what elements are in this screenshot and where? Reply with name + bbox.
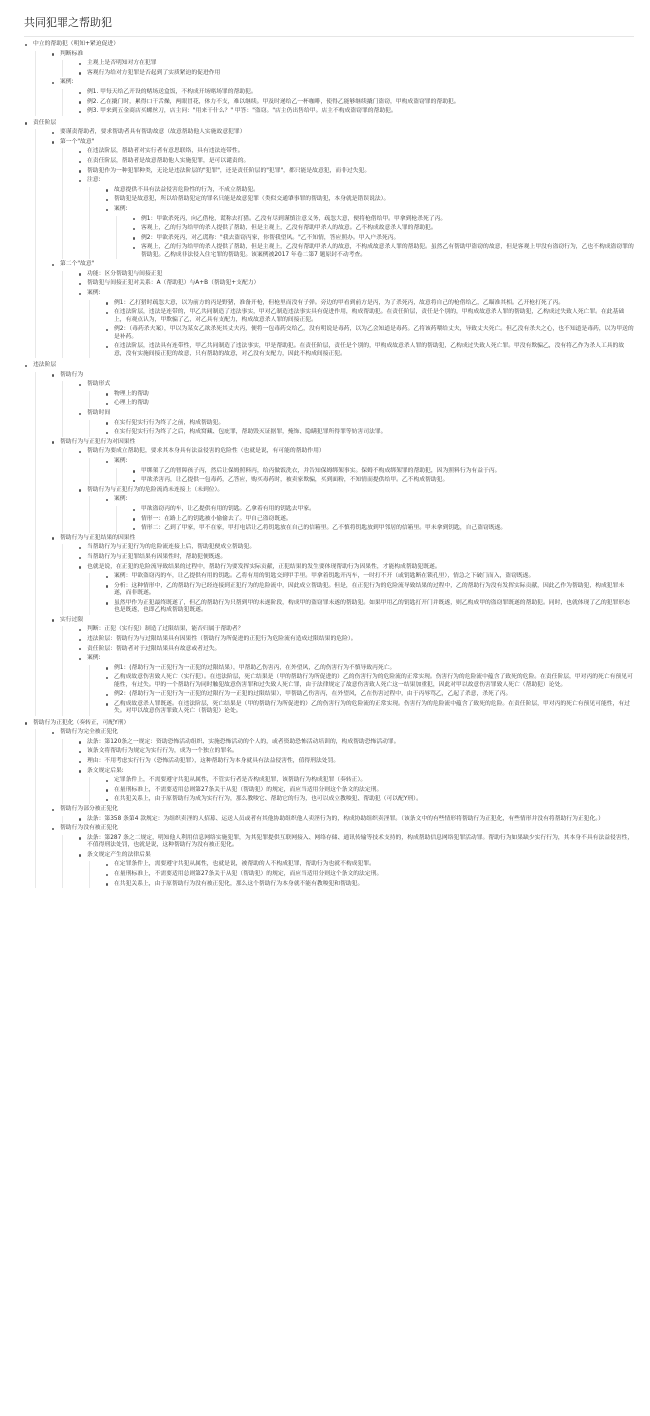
outline-item-text: 在共犯关系上，由于原帮助行为成为实行行为，那么教唆它、帮助它的行为，也可以成立教唆犯、帮助犯（可以配Y刑）。	[114, 796, 422, 803]
outline-item	[105, 309, 634, 324]
outline-item	[105, 871, 634, 878]
outline-item-text: 客观上，乙的行为给甲的杀人提供了帮助，但是主观上，乙没有帮助甲杀人的故意，不构成故意杀人罪的帮助犯。虽然乙有帮助甲盗窃的故意，但是客观上甲没有盗窃行为，乙也不构成盗窃罪的帮助犯。乙构成非法侵入住宅罪的帮助犯。该案例被2017 年卷二第7 题原封不动考查。	[141, 244, 634, 258]
outline-item	[105, 187, 634, 194]
outline-item-text: 也就是说，在正犯的危险流导致结果的过程中，帮助行为要发挥实际贡献，正犯结果的发生要体现帮助行为因果性，才能构成帮助犯既遂。	[87, 563, 441, 570]
outline-item-text: 在共犯关系上，由于原帮助行为没有被正犯化，那么这个帮助行为本身就不能有教唆犯和帮助犯。	[114, 880, 364, 887]
outline-item-text: 帮助犯是故意犯，所以给帮助犯定的罪名只能是故意犯罪（类似交通肇事罪的帮助犯，本身就是错误说法）。	[114, 196, 390, 203]
outline-item-text: 在违法阶层，违法具有连带性，甲乙共同制造了违法事实，甲是帮助犯。在责任阶层，责任是个别的，甲构成故意杀人罪的帮助犯，乙构成过失致人死亡罪。甲没有欺骗乙，没有将乙作为杀人工具的故意，没有实施间接正犯的故意，只有帮助的故意，对乙没有支配力，因此不构成间接正犯。	[114, 343, 625, 357]
outline-item	[105, 665, 634, 672]
outline-children	[62, 544, 634, 614]
outline-children	[89, 777, 634, 804]
outline-children	[62, 835, 634, 888]
outline-item-text: 例2. 乙在撬门时，累得口干舌燥，两眼冒花，体力不支，难以继续。甲及时递给乙一杯咖啡，使得乙能够继续撬门盗窃，甲构成盗窃罪的帮助犯。	[87, 98, 460, 105]
outline-item	[78, 655, 634, 716]
outline-item-text: 帮助行为与正犯结果的因果性	[60, 534, 136, 541]
outline-item-text: 在量刑标准上，不需要适用总则第27条关于从犯（帮助犯）的规定，而应当适用分则这个条文的法定刑。	[114, 871, 383, 877]
outline-children	[62, 271, 634, 358]
outline-children	[35, 51, 634, 116]
outline-item	[132, 235, 634, 242]
outline-item	[78, 70, 634, 77]
outline-children	[116, 216, 634, 260]
outline-item	[78, 758, 634, 765]
outline-item	[78, 646, 634, 653]
outline-item	[78, 410, 634, 437]
outline-item	[105, 300, 634, 307]
outline-item-text: 该条文将帮助行为规定为实行行为，成为一个独立的罪名。	[87, 748, 238, 755]
outline-item-text: 当帮助行为与正犯罪结果有因果性时，帮助犯便既遂。	[87, 553, 227, 560]
outline-item	[132, 516, 634, 523]
outline-item-text: 责任阶层：帮助者对于过限结果具有故意或者过失。	[87, 645, 221, 652]
outline-item-text: 第二个"故意"	[60, 261, 95, 268]
outline-item	[78, 381, 634, 408]
outline-item-text: 帮助行为与正犯行为对因果性	[60, 438, 136, 445]
outline-item-text: 实行过限	[60, 616, 84, 623]
outline-item	[105, 400, 634, 407]
outline-item-text: 违法阶层	[33, 362, 57, 369]
outline-item-text: 虽然甲作为正犯最终既遂了，但乙的帮助行为只帮到甲的未遂阶段，构成甲的盗窃罪未遂的帮助犯。如果甲用乙的钥匙打开门并既遂，则乙构成甲的盗窃罪既遂的帮助犯。同时，也就体现了乙的犯罪形态也是既遂，也即乙构成帮助犯既遂。	[114, 599, 630, 614]
outline-children	[35, 129, 634, 358]
outline-item	[78, 816, 634, 823]
outline-item-text: 法条：第287 条之二规定，明知他人利用信息网络实施犯罪，为其犯罪提供互联网接入、网络存储、通讯传输等技术支持的，构成帮助信息网络犯罪活动罪。帮助行为如果缺少实行行为，其本身不具有法益侵害性，不值得刑法处罚，也就是说，这种帮助行为没有被正犯化。	[87, 834, 634, 849]
outline-item	[51, 729, 634, 804]
outline-item	[105, 691, 634, 698]
outline-item-text: 物理上的帮助	[114, 390, 149, 397]
outline-item-text: 故意提供不具有法益侵害危险性的行为，不成立帮助犯。	[114, 186, 259, 193]
outline-item-text: 帮助行为正犯化（奏转正，可配Y刑）	[33, 719, 130, 726]
outline-children	[89, 665, 634, 716]
outline-item-text: 帮助行为部分被正犯化	[60, 806, 118, 813]
outline-item-text: 帮助形式	[87, 381, 111, 388]
outline-item-text: 中立的帮助犯（明知+紧迫促进）	[33, 41, 120, 47]
outline-item	[132, 225, 634, 232]
outline-item	[105, 196, 634, 203]
outline-item	[24, 362, 634, 716]
outline-item	[105, 343, 634, 358]
outline-item-text: 甲欲盗窃丙的车，让乙提供有用的钥匙。乙拿着有用的钥匙去甲家。	[141, 505, 315, 512]
outline-children	[89, 420, 634, 437]
outline-children	[116, 468, 634, 485]
outline-children	[62, 626, 634, 715]
outline-item	[105, 206, 634, 259]
outline-item	[78, 768, 634, 804]
outline-item	[105, 674, 634, 689]
outline-children	[62, 60, 634, 77]
outline-item-text: 在实行犯实行行为终了之前，构成帮助犯。	[114, 419, 225, 426]
outline-item	[132, 506, 634, 513]
outline-item-text: 理由：不用考虑实行行为（恐怖活动犯罪），这种帮助行为本身就具有法益侵害性，值得刑法处罚。	[87, 758, 340, 765]
outline-tree	[24, 41, 634, 888]
outline-item-text: 要谨责帮助者，要求帮助者具有帮助故意（故意帮助他人实施故意犯罪）	[60, 129, 246, 136]
outline-item-text: 违法阶层：帮助行为与过限结果具有因果性（帮助行为所促进的正犯行为危险流有造成过限结果的危险）。	[87, 635, 357, 642]
outline-item	[105, 881, 634, 888]
outline-item-text: 第一个"故意"	[60, 138, 95, 145]
outline-item-text: 例2：(帮助行为一正犯行为一正犯的过限行为一正犯的过限结果），甲帮助乙伤害丙，在外望风，乙在伤害过程中，由于丙辱骂乙，乙起了杀意，杀死了丙。	[114, 691, 512, 698]
outline-item-text: 例3. 甲来到五金商店买螺丝刀，店主问："用来干什么？" 甲答："盗窃。"店主仍出售给甲。店主不构成盗窃罪的帮助犯。	[87, 108, 397, 115]
outline-children	[62, 739, 634, 804]
outline-item	[78, 626, 634, 633]
outline-item	[105, 796, 634, 803]
outline-item	[78, 290, 634, 358]
outline-children	[62, 89, 634, 116]
outline-item-text: 乙构成故意伤害致人死亡（实行犯）。在违法阶层，死亡结果是（甲的帮助行为所促进的）乙的伤害行为的危险流的正常实现。伤害行为的危险流中蕴含了致死的危险。在责任阶层，甲对丙的死亡有预见可能性，有过失。甲的一个帮助行为同时触犯故意伤害罪和过失致人死亡罪，由于法律规定了故意伤害致人死亡这一结果加重犯，因此对甲以故意伤害罪致人死亡（帮助犯）论处。	[114, 674, 633, 688]
outline-item	[51, 535, 634, 615]
outline-item	[105, 429, 634, 436]
outline-item-text: 例2：甲欲杀死丙，对乙谎称："我去盗窃丙家，你帮我望风。"乙不知情，答应照办。甲入户杀死丙。	[141, 234, 400, 241]
outline-item-text: 乙构成故意杀人罪既遂。在违法阶层，死亡结果是（甲的帮助行为所促进的）乙的伤害行为的危险流的正常实现。伤害行为的危险流中蕴含了致死的危险。在责任阶层，甲对丙的死亡有预见可能性，有过失。对甲以故意伤害罪致人死亡（帮助犯）论处。	[114, 700, 630, 715]
outline-children	[35, 372, 634, 716]
outline-item-text: 条文规定后果:	[87, 767, 124, 774]
outline-item-text: 定罪条件上，不需要遵守共犯从属性，不管实行者是否构成犯罪，该帮助行为构成犯罪（奏转正）。	[114, 777, 367, 784]
page-title: 共同犯罪之帮助犯	[24, 10, 634, 37]
outline-item-text: 案例:	[87, 655, 101, 662]
outline-children	[62, 381, 634, 436]
outline-item-text: 在实行犯实行行为终了之后，构成窝藏、包庇罪，帮助毁灭证据罪，掩饰、隐瞒犯罪所得罪等妨害司法罪。	[114, 429, 387, 436]
outline-item-text: 心理上的帮助	[114, 400, 149, 407]
outline-item	[78, 852, 634, 888]
outline-item	[78, 448, 634, 484]
outline-item	[105, 458, 634, 485]
outline-item	[51, 617, 634, 716]
outline-item-text: 甲绑架了乙的智障孩子丙，然后让保姆照料丙，给丙做饭洗衣，并告知保姆绑架事实。保姆不构成绑架罪的帮助犯，因为照料行为有益于丙。	[141, 467, 501, 474]
outline-item-text: 当帮助行为与正犯行为的危险流连接上后，帮助犯便成立帮助犯。	[87, 544, 256, 551]
outline-children	[89, 496, 634, 532]
outline-item-text: 情形一：在路上乙的钥匙被小偷偷去了。甲自己盗窃既遂。	[141, 515, 292, 522]
outline-item	[24, 120, 634, 359]
outline-item-text: 客观行为给对方犯罪是否起到了实质紧迫的促进作用	[87, 69, 221, 76]
outline-item	[132, 525, 634, 532]
outline-item	[132, 216, 634, 223]
outline-item	[24, 41, 634, 116]
outline-children	[62, 816, 634, 823]
outline-children	[89, 458, 634, 485]
outline-item	[51, 806, 634, 823]
outline-item-text: 帮助行为要成立帮助犯，要求其本身具有法益侵害的危险性（也就是说，有可能的帮助作用）	[87, 448, 325, 455]
outline-item	[24, 720, 634, 888]
outline-item-text: 判断标准	[60, 50, 84, 57]
outline-item-text: 例1. 甲每天给乙开设的赌场送盒饭，不构成开场赌场罪的帮助犯。	[87, 88, 257, 95]
outline-item-text: 例2：（毒药杀夫案），甲以为某女乙欲杀死其丈夫丙，便将一包毒药交给乙，没有明说是毒药，以为乙会知道是毒药。乙将该药喂给丈夫，导致丈夫死亡。但乙没有杀夫之心，也不知道是毒药，以为甲送的是补药。	[114, 326, 634, 340]
outline-item-text: 案例:	[114, 496, 128, 503]
outline-item	[51, 372, 634, 437]
outline-children	[62, 448, 634, 532]
outline-item	[78, 158, 634, 165]
outline-item	[51, 129, 634, 136]
outline-children	[35, 729, 634, 888]
outline-item	[78, 739, 634, 746]
outline-item-text: 帮助行为与正犯行为的危险流尚未连接上（未到位）。	[87, 486, 224, 493]
outline-item-text: 在定罪条件上，需要遵守共犯从属性，也就是说，被帮助的人不构成犯罪，帮助行为也就不构成犯罪。	[114, 861, 375, 868]
outline-item	[51, 51, 634, 78]
outline-item-text: 案例：甲欲盗窃丙的车，让乙提供有用的钥匙。乙将有用的钥匙交到甲手里。甲拿着钥匙开丙车，一时打不开（或钥匙断在锁孔里），情急之下破门而入，盗窃既遂。	[114, 573, 535, 580]
outline-item	[78, 177, 634, 259]
outline-item	[78, 280, 634, 287]
outline-item	[78, 108, 634, 115]
outline-item-text: 功能：区分帮助犯与间接正犯	[87, 270, 163, 277]
outline-item	[132, 468, 634, 475]
outline-item-text: 在量刑标准上，不需要适用总则第27条关于从犯（帮助犯）的规定，而应当适用分则这个条文的法定刑。	[114, 786, 383, 793]
outline-item-text: 主观上是否明知对方在犯罪	[87, 60, 157, 67]
outline-item	[78, 554, 634, 561]
outline-item	[132, 477, 634, 484]
outline-item-text: 在责任阶层，帮助者是故意帮助他人实施犯罪，是可以谴责的。	[87, 157, 250, 164]
outline-item	[105, 701, 634, 716]
outline-item-text: 案例:	[114, 205, 128, 212]
outline-item	[105, 573, 634, 580]
outline-item	[78, 271, 634, 278]
outline-item	[105, 420, 634, 427]
outline-item	[105, 583, 634, 598]
outline-item	[78, 148, 634, 155]
outline-item	[78, 636, 634, 643]
outline-item	[78, 60, 634, 67]
outline-item-text: 案例:	[87, 290, 101, 297]
outline-item	[105, 787, 634, 794]
outline-item	[105, 391, 634, 398]
outline-item	[78, 168, 634, 175]
outline-item-text: 帮助行为没有被正犯化	[60, 825, 118, 832]
outline-item	[51, 79, 634, 115]
outline-item-text: 责任阶层	[33, 119, 57, 126]
outline-item	[78, 748, 634, 755]
outline-item-text: 判断：正犯（实行犯）制造了过限结果，能否归属于帮助者？	[87, 626, 244, 633]
outline-item-text: 法条：第358 条第4 款规定：为组织卖淫的人招募、运送人员或者有其他协助组织他人卖淫行为的，构成协助组织卖淫罪。（该条文中的有些情形将帮助行为正犯化，有些情形并没有将帮助行为正犯化。）	[87, 815, 604, 822]
outline-children	[89, 391, 634, 408]
outline-item-text: 帮助犯作为一种犯罪种类，无论是违法阶层的"犯罪"，还是责任阶层的"犯罪"，都只能是故意犯，而非过失犯。	[87, 167, 371, 174]
outline-item-text: 注意:	[87, 177, 101, 184]
outline-item-text: 例1：甲欲杀死丙，向乙借枪，谎称去打猎。乙没有尽到谨慎注意义务，疏忽大意，便将枪借给甲。甲拿到枪杀死了丙。	[141, 215, 447, 222]
outline-item-text: 案例:	[114, 458, 128, 464]
outline-item	[51, 261, 634, 358]
outline-item	[78, 487, 634, 533]
outline-item-text: 例1：乙打猎时疏忽大意，以为前方的丙是野猪，准备开枪，但枪里而没有子弹。旁边的甲看到前方是丙，为了杀死丙，故意将自己的枪借给乙，乙瞄准其相。乙开枪打死了丙。	[114, 299, 565, 306]
outline-item	[105, 496, 634, 532]
outline-item-text: 甲欲杀害丙，让乙提供一包毒药，乙答应，购买毒药时，被卖家欺骗，买到面粉，不知情而提供给甲。乙不构成帮助犯。	[141, 477, 449, 484]
outline-item	[105, 861, 634, 868]
outline-item	[105, 600, 634, 615]
outline-item	[51, 139, 634, 259]
outline-item-text: 案例:	[60, 79, 74, 86]
outline-item	[78, 99, 634, 106]
outline-item	[78, 544, 634, 551]
outline-children	[89, 861, 634, 888]
outline-children	[62, 148, 634, 259]
outline-item-text: 帮助行为	[60, 371, 84, 378]
outline-item	[78, 89, 634, 96]
outline-item-text: 例1：(帮助行为一正犯行为一正犯的过限结果），甲帮助乙伤害丙，在外望风，乙的伤害行为不慎导致丙死亡。	[114, 664, 396, 671]
outline-item	[78, 835, 634, 850]
outline-item-text: 帮助犯与间接正犯对关系：A（帮助犯）与A+B（帮助犯+支配力）	[87, 280, 260, 287]
outline-item-text: 帮助行为完全被正犯化	[60, 729, 118, 736]
outline-item-text: 在违法阶层，帮助者对实行者有意思联络，具有违法连带性。	[87, 148, 244, 155]
outline-item-text: 分析：这种情形中，乙的帮助行为已经连接到正犯行为的危险流中，因此成立帮助犯。但是，在正犯行为的危险流导致结果的过程中，乙的帮助行为没有发挥实际贡献，因此乙作为帮助犯，构成犯罪未遂，而非既遂。	[114, 582, 625, 597]
outline-item-text: 在违法阶层，违法是连带的，甲乙共同制造了违法事实，甲对乙制造违法事实具有促进作用，构成帮助犯。在责任阶层，责任是个别的，甲构成故意杀人罪的帮助犯，乙构成过失致人死亡罪。在此基础上，有观点认为，甲欺骗了乙，对乙具有支配力，构成故意杀人罪的间接正犯。	[114, 309, 625, 323]
outline-item	[132, 244, 634, 259]
outline-item	[51, 825, 634, 888]
outline-item	[78, 564, 634, 615]
outline-item-text: 帮助时间	[87, 410, 111, 417]
outline-item	[105, 777, 634, 784]
outline-item-text: 法条：第120条之一规定：资助恐怖活动组织、实施恐怖活动的个人的，或者资助恐怖活动培训的，构成帮助恐怖活动罪。	[87, 738, 400, 745]
outline-children	[89, 573, 634, 614]
outline-children	[89, 300, 634, 358]
outline-item	[105, 326, 634, 341]
outline-item-text: 情形二：乙到了甲家，甲不在家，甲打电话让乙将钥匙放在自己的信箱里。乙不慎将钥匙放到甲邻居的信箱里。甲未拿到钥匙，自己盗窃既遂。	[141, 525, 507, 532]
outline-children	[89, 187, 634, 259]
outline-item	[51, 439, 634, 533]
outline-item-text: 条文规定产生的法律后果	[87, 851, 151, 858]
outline-item-text: 客观上，乙的行为给甲的杀人提供了帮助，但是主观上，乙没有帮助甲杀人的故意。乙不构成故意杀人罪的帮助犯。	[141, 225, 437, 232]
outline-children	[116, 506, 634, 533]
